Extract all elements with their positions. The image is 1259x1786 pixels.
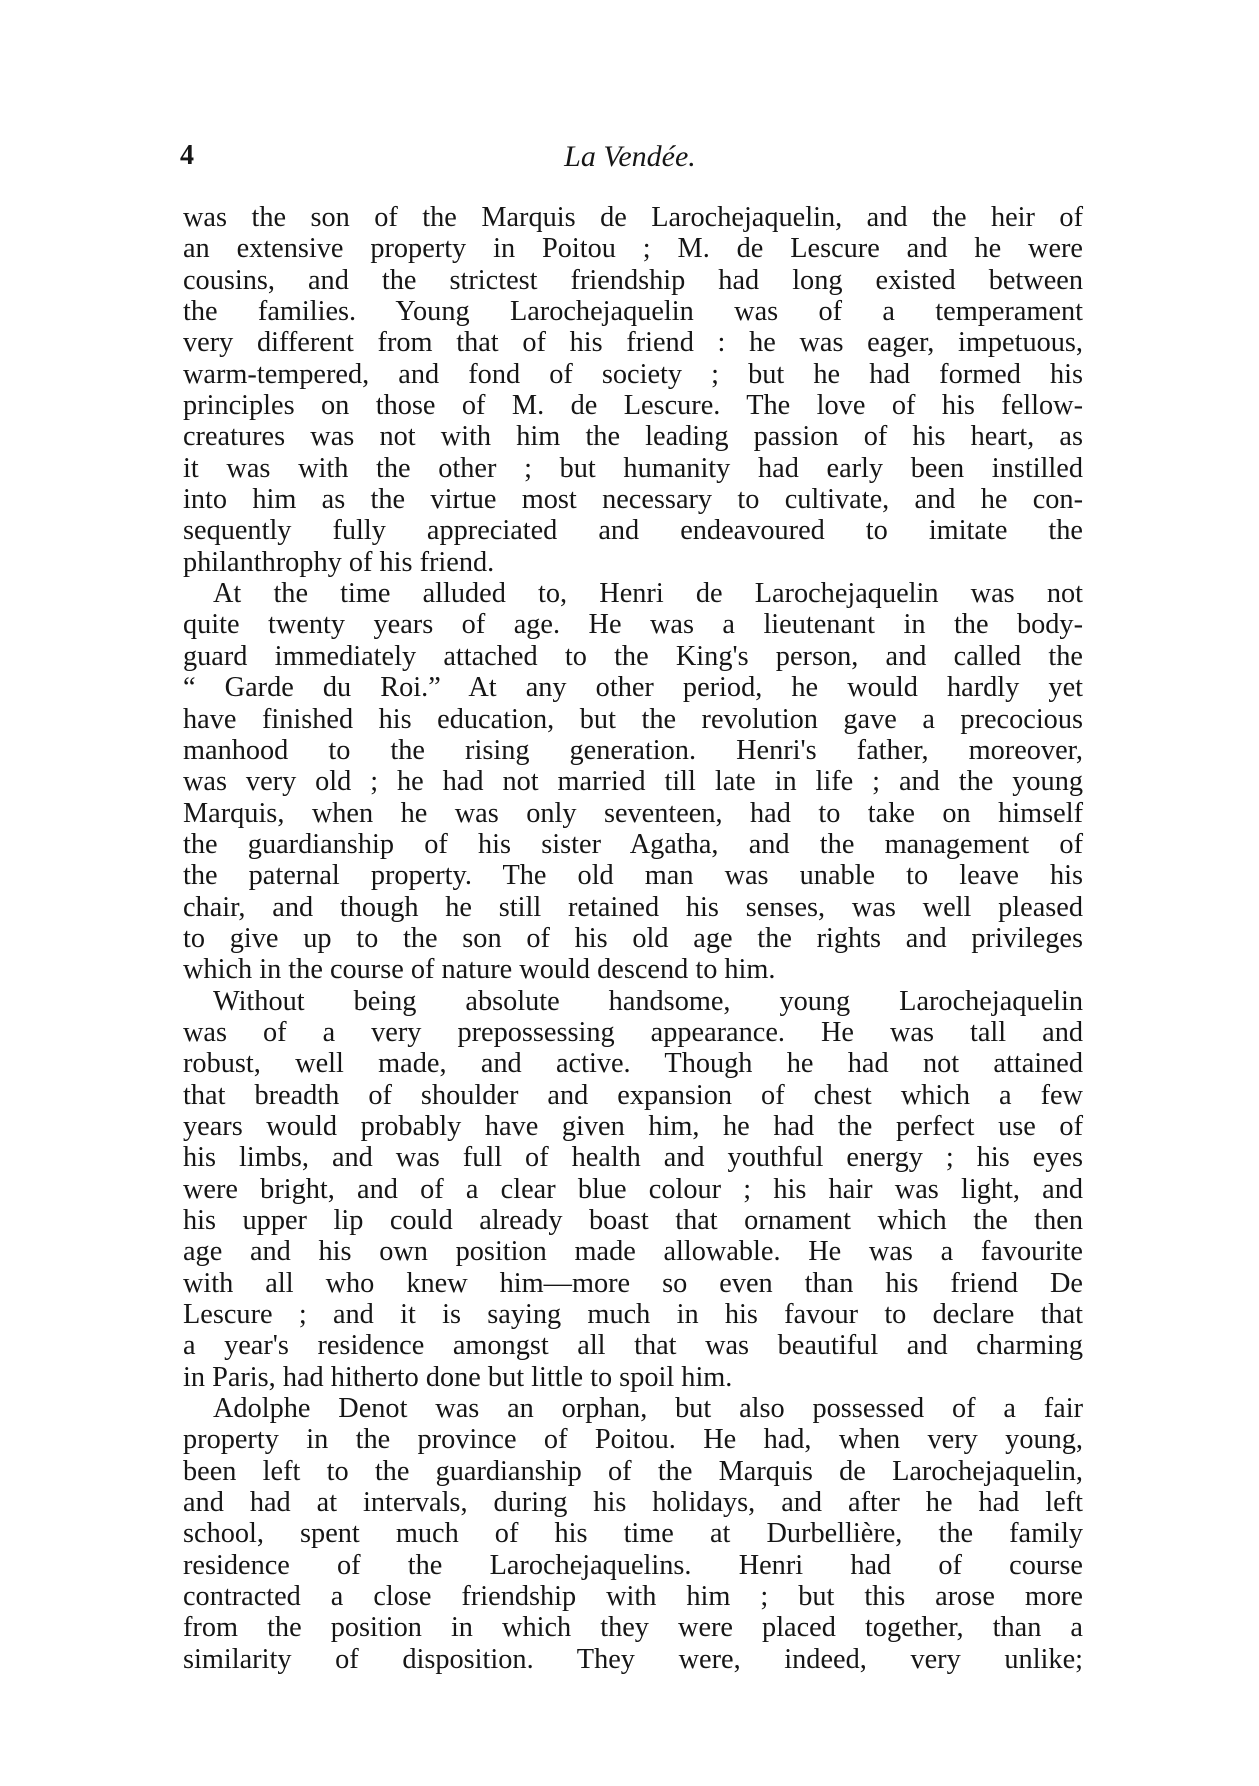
text-line: contracted a close friendship with him ; but this arose more bbox=[183, 1581, 1083, 1613]
text-line: principles on those of M. de Lescure. The love of his fellow- bbox=[183, 390, 1083, 422]
text-line: residence of the Larochejaquelins. Henri had of course bbox=[183, 1549, 1083, 1581]
paragraph-start-line: Adolphe Denot was an orphan, but also possessed of a fair bbox=[213, 1393, 1083, 1425]
page-number: 4 bbox=[180, 140, 194, 171]
text-line: chair, and though he still retained his senses, was well pleased bbox=[183, 891, 1083, 923]
text-line: was of a very prepossessing appearance. He was tall and bbox=[183, 1016, 1083, 1048]
text-line: his upper lip could already boast that ornament which the then bbox=[183, 1205, 1083, 1236]
text-line: guard immediately attached to the King's person, and called the bbox=[183, 640, 1083, 672]
paragraph-end-line: philanthrophy of his friend. bbox=[183, 546, 495, 578]
text-line: the families. Young Larochejaquelin was of a temperament bbox=[183, 296, 1083, 328]
text-line: with all who knew him—more so even than his friend De bbox=[183, 1267, 1083, 1299]
text-line: into him as the virtue most necessary to cultivate, and he con- bbox=[183, 484, 1083, 516]
text-line: been left to the guardianship of the Marquis de Larochejaquelin, bbox=[183, 1455, 1083, 1487]
text-line: was very old ; he had not married till late in life ; and the young bbox=[183, 766, 1083, 798]
text-line: his limbs, and was full of health and youthful energy ; his eyes bbox=[183, 1142, 1083, 1174]
text-line: similarity of disposition. They were, indeed, very unlike; bbox=[183, 1643, 1083, 1675]
text-line: the paternal property. The old man was unable to leave his bbox=[183, 860, 1083, 892]
text-line: school, spent much of his time at Durbellière, the family bbox=[183, 1518, 1083, 1550]
text-line: robust, well made, and active. Though he had not attained bbox=[183, 1048, 1083, 1080]
text-line: Lescure ; and it is saying much in his favour to declare that bbox=[183, 1299, 1083, 1331]
text-line: Marquis, when he was only seventeen, had to take on himself bbox=[183, 797, 1083, 829]
text-line: warm-tempered, and fond of society ; but he had formed his bbox=[183, 358, 1083, 390]
text-line: property in the province of Poitou. He had, when very young, bbox=[183, 1424, 1083, 1456]
text-line: “ Garde du Roi.” At any other period, he would hardly yet bbox=[183, 672, 1083, 704]
text-line: a year's residence amongst all that was beautiful and charming bbox=[183, 1330, 1083, 1362]
running-head bbox=[180, 140, 1080, 180]
text-line: sequently fully appreciated and endeavoured to imitate the bbox=[183, 515, 1083, 547]
text-line: were bright, and of a clear blue colour ; his hair was light, and bbox=[183, 1173, 1083, 1205]
paragraph-start-line: At the time alluded to, Henri de Larochejaquelin was not bbox=[213, 578, 1083, 610]
running-title: La Vendée. bbox=[564, 140, 696, 173]
text-line: cousins, and the strictest friendship had long existed between bbox=[183, 264, 1083, 296]
text-line: from the position in which they were placed together, than a bbox=[183, 1612, 1083, 1644]
paragraph-end-line: which in the course of nature would descend to him. bbox=[183, 954, 776, 986]
text-line: was the son of the Marquis de Larochejaquelin, and the heir of bbox=[183, 202, 1083, 233]
text-line: very different from that of his friend : he was eager, impetuous, bbox=[183, 327, 1083, 359]
text-line: years would probably have given him, he had the perfect use of bbox=[183, 1110, 1083, 1142]
text-line: it was with the other ; but humanity had early been instilled bbox=[183, 452, 1083, 484]
text-line: an extensive property in Poitou ; M. de Lescure and he were bbox=[183, 233, 1083, 265]
paragraph-end-line: in Paris, had hitherto done but little to spoil him. bbox=[183, 1361, 733, 1393]
text-line: that breadth of shoulder and expansion of chest which a few bbox=[183, 1079, 1083, 1111]
text-line: creatures was not with him the leading passion of his heart, as bbox=[183, 421, 1083, 453]
text-line: quite twenty years of age. He was a lieutenant in the body- bbox=[183, 609, 1083, 641]
text-line: have finished his education, but the revolution gave a precocious bbox=[183, 703, 1083, 735]
text-line: age and his own position made allowable. He was a favourite bbox=[183, 1236, 1083, 1268]
text-line: to give up to the son of his old age the rights and privileges bbox=[183, 922, 1083, 954]
text-line: manhood to the rising generation. Henri's father, moreover, bbox=[183, 734, 1083, 766]
body-text bbox=[183, 202, 1083, 1675]
text-line: and had at intervals, during his holidays, and after he had left bbox=[183, 1487, 1083, 1519]
text-line: the guardianship of his sister Agatha, and the management of bbox=[183, 828, 1083, 860]
paragraph-start-line: Without being absolute handsome, young Larochejaquelin bbox=[213, 985, 1083, 1017]
